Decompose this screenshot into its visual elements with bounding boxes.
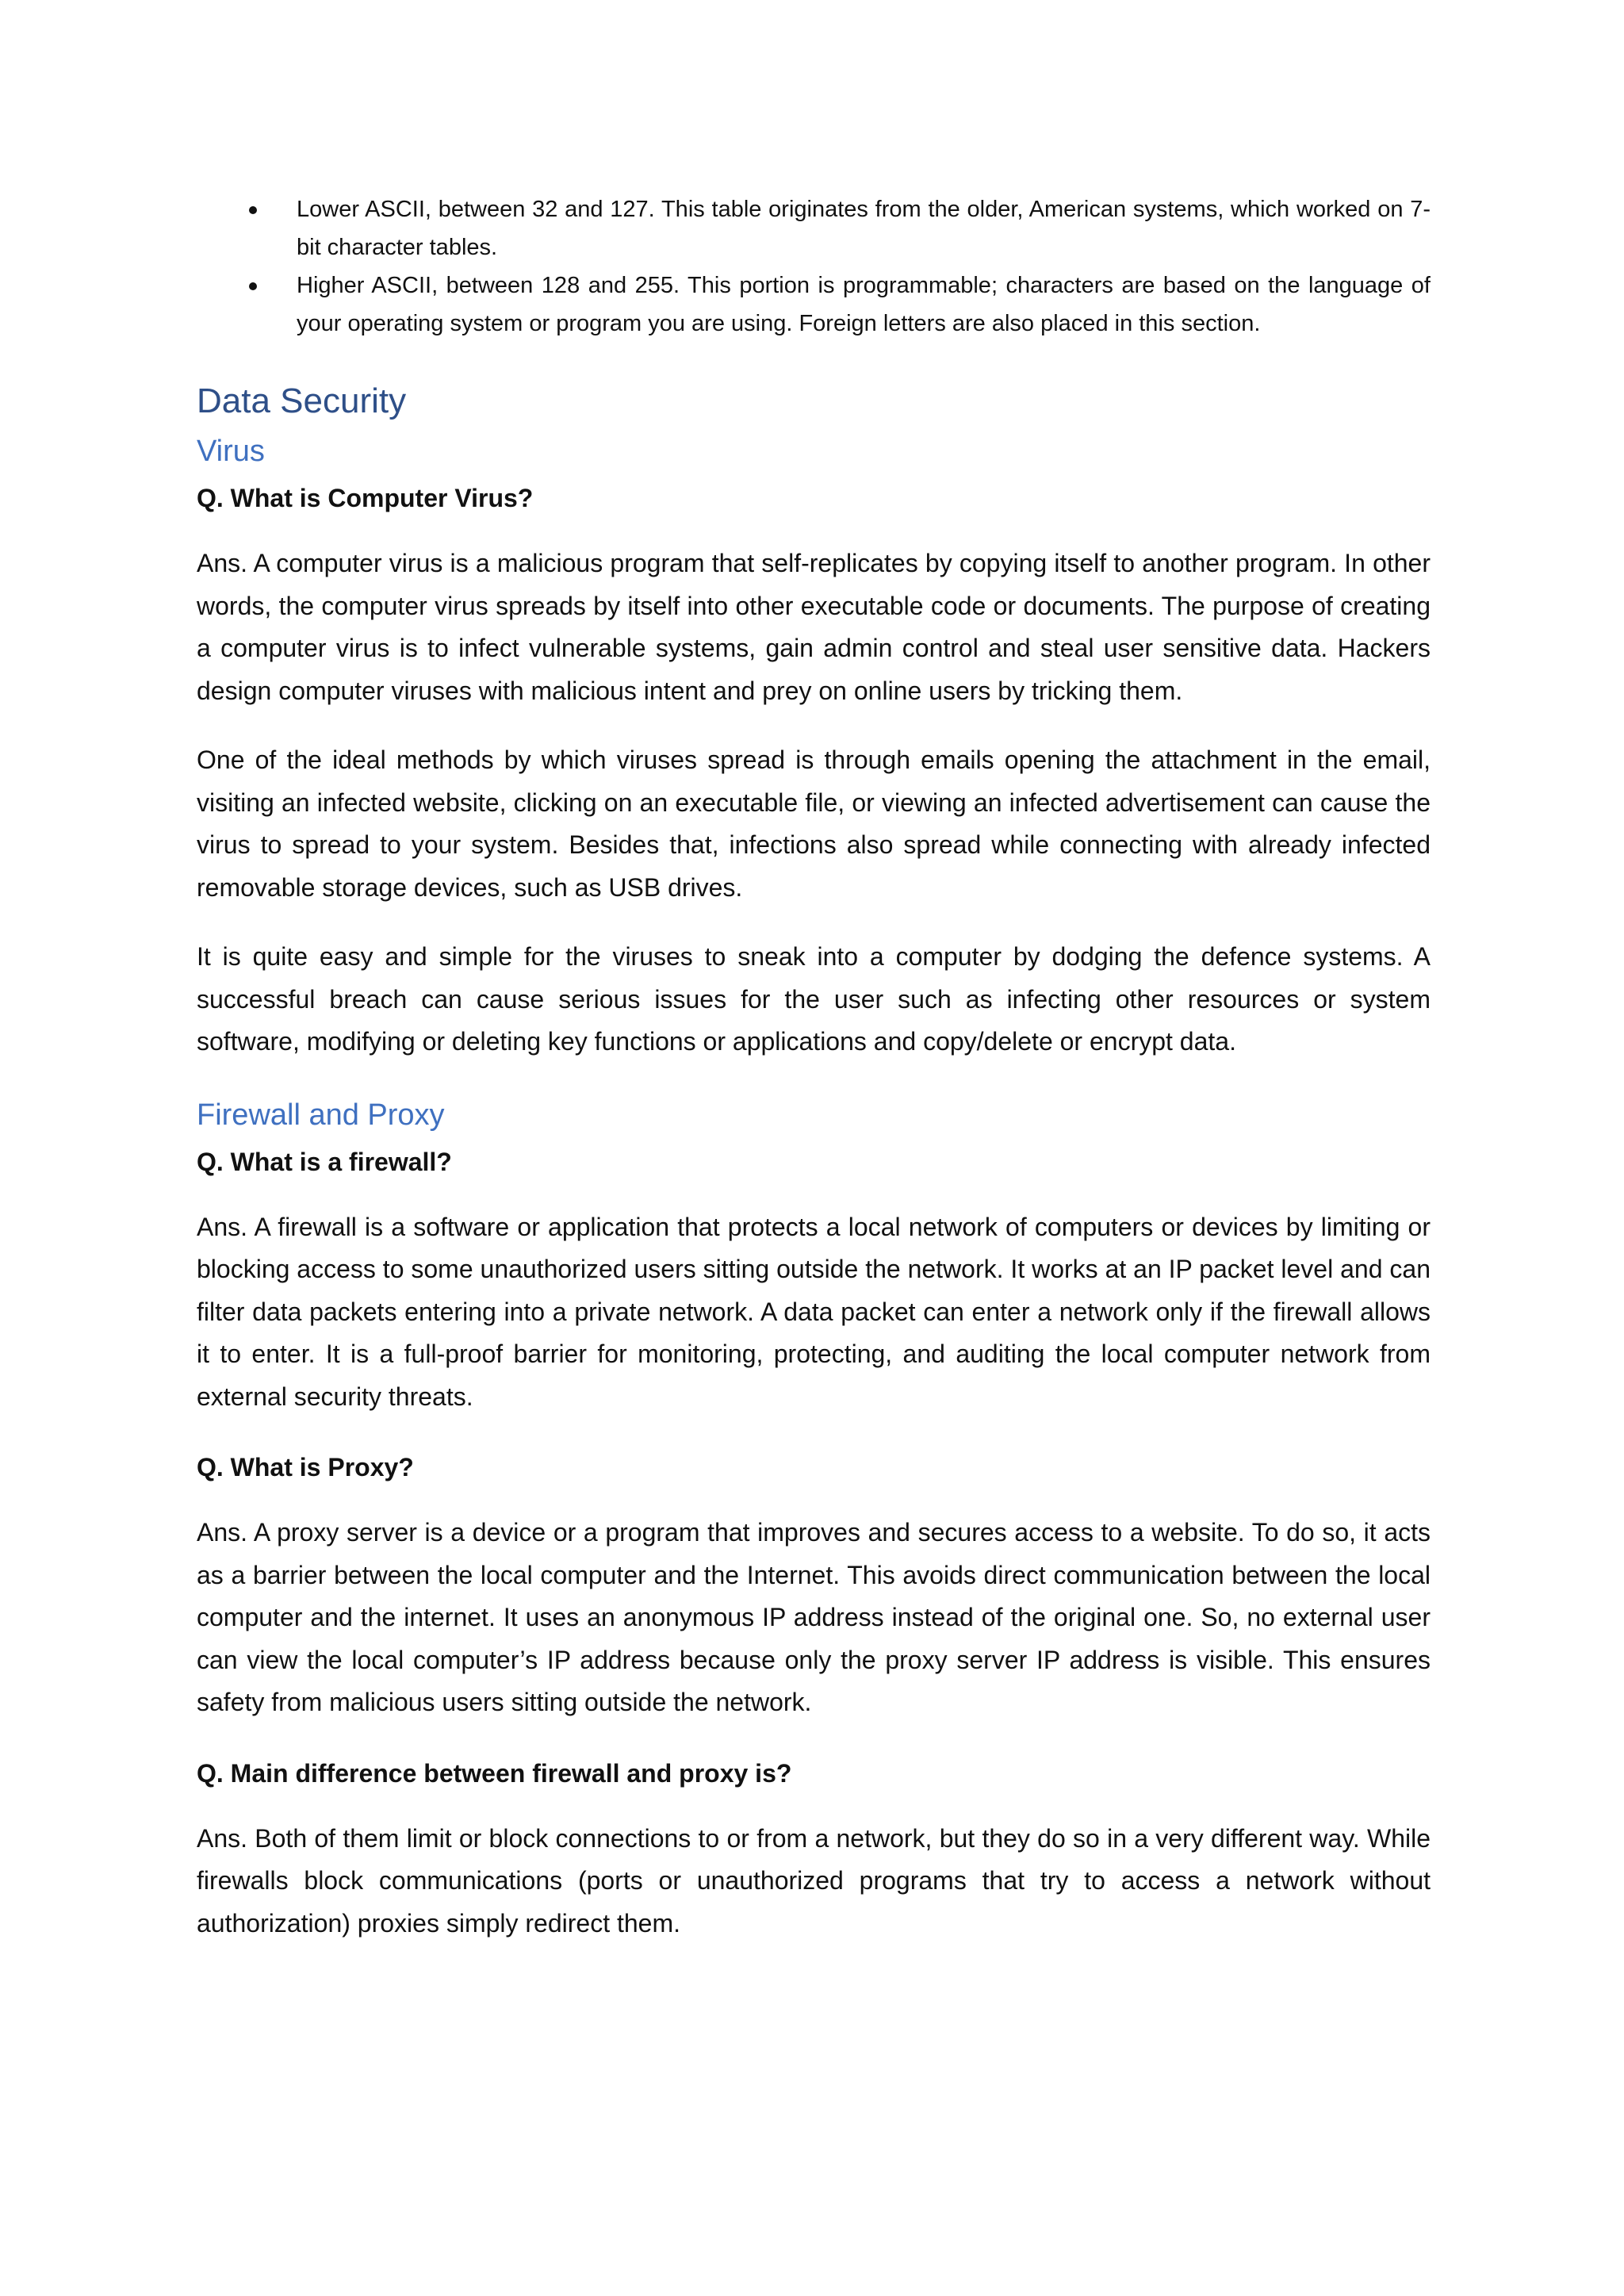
- question-proxy: Q. What is Proxy?: [197, 1453, 414, 1481]
- bullet-text: Lower ASCII, between 32 and 127. This table originates from the older, American systems, which worked on 7-bit character tables.: [297, 197, 1431, 260]
- list-item: [197, 190, 1431, 266]
- question-difference: Q. Main difference between firewall and proxy is?: [197, 1758, 792, 1788]
- subheading-firewall-and-proxy: Firewall and Proxy: [197, 1098, 445, 1132]
- answer-firewall: Ans. A firewall is a software or application that protects a local network of computers or devices by limiting or blocking access to some unauthorized users sitting outside the network. It works at an IP packet level and can filter data packets entering into a private network. A data packet can enter a network only if the firewall allows it to enter. It is a full-proof barrier for monitoring, protecting, and auditing the local computer network from external security threats.: [197, 1212, 1431, 1411]
- answer-proxy: Ans. A proxy server is a device or a program that improves and secures access to a website. To do so, it acts as a barrier between the local computer and the Internet. This avoids direct communication between the local computer and the internet. It uses an anonymous IP address instead of the original one. So, no external user can view the local computer’s IP address because only the proxy server IP address is visible. This ensures safety from malicious users sitting outside the network.: [197, 1518, 1431, 1716]
- ascii-bullet-list: [197, 190, 1431, 343]
- bullet-icon: [249, 206, 257, 214]
- bullet-text: Higher ASCII, between 128 and 255. This portion is programmable; characters are based on the language of your operating system or program you are using. Foreign letters are also placed in this section.: [297, 273, 1431, 336]
- bullet-icon: [249, 282, 257, 290]
- question-computer-virus: Q. What is Computer Virus?: [197, 484, 534, 512]
- section-heading-data-security: Data Security: [197, 381, 407, 420]
- question-firewall: Q. What is a firewall?: [197, 1147, 452, 1176]
- virus-breach-paragraph: It is quite easy and simple for the viruses to sneak into a computer by dodging the defence systems. A successful breach can cause serious issues for the user such as infecting other resources or system software, modifying or deleting key functions or applications and copy/delete or encrypt data.: [197, 942, 1431, 1056]
- answer-difference: Ans. Both of them limit or block connections to or from a network, but they do so in a very different way. While firewalls block communications (ports or unauthorized programs that try to access a network without authorization) proxies simply redirect them.: [197, 1823, 1431, 1938]
- subheading-virus: Virus: [197, 435, 265, 468]
- answer-paragraph: Ans. A computer virus is a malicious program that self-replicates by copying itself to another program. In other words, the computer virus spreads by itself into other executable code or documents. The purpose of creating a computer virus is to infect vulnerable systems, gain admin control and steal user sensitive data. Hackers design computer viruses with malicious intent and prey on online users by tricking them.: [197, 549, 1431, 705]
- list-item: [197, 266, 1431, 343]
- virus-spread-paragraph: One of the ideal methods by which viruses spread is through emails opening the attachment in the email, visiting an infected website, clicking on an executable file, or viewing an infected advertisement can cause the virus to spread to your system. Besides that, infections also spread while connecting with already infected removable storage devices, such as USB drives.: [197, 746, 1431, 902]
- document-page: [197, 190, 1431, 1972]
